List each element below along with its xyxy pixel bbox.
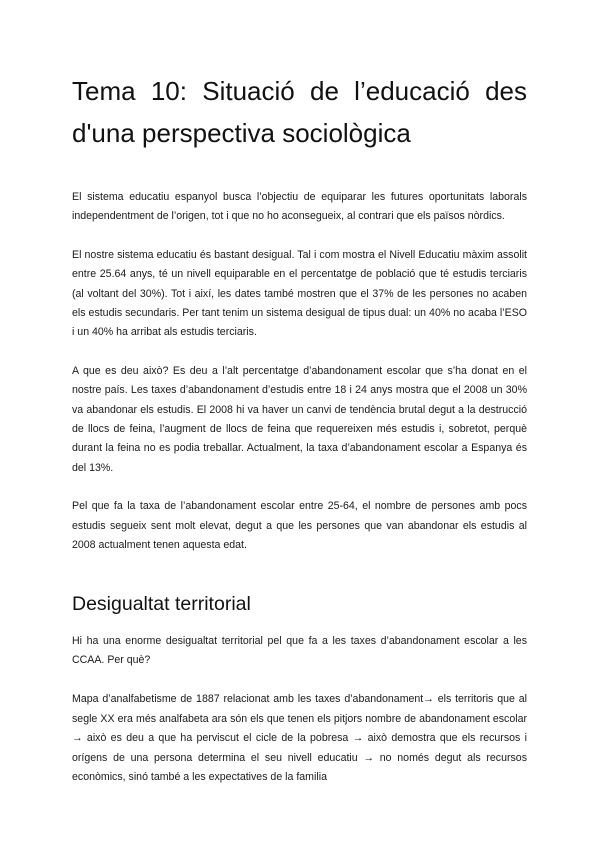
paragraph-territorial-question: Hi ha una enorme desigualtat territorial pel que fa a les taxes d’abandonament escolar a les CCAA. Per què? xyxy=(72,634,527,666)
document-title: Tema 10: Situació de l’educació des d'una perspectiva sociològica xyxy=(72,76,527,148)
paragraph-intro: El sistema educatiu espanyol busca l’objectiu de equiparar les futures oportunitats laborals independentment de l’origen, tot i que no ho aconsegueix, al contrari que els països nòrdics. xyxy=(72,191,527,223)
section-heading: Desigualtat territorial xyxy=(72,592,251,615)
paragraph-adults: Pel que fa la taxa de l’abandonament escolar entre 25-64, el nombre de persones amb pocs estudis segueix sent molt elevat, degut a que les persones que van abandonar els estudis al 2008 actualment tenen aquesta edat. xyxy=(72,500,527,552)
paragraph-inequality: El nostre sistema educatiu és bastant desigual. Tal i com mostra el Nivell Educatiu màxim assolit entre 25.64 anys, té un nivell equiparable en el percentatge de població que té estudis terciaris (al voltant del 30%). Tot i així, les dates també mostren que el 37% de les persones no acaben els estudis secundaris. Per tant tenim un sistema desigual de tipus dual: un 40% no acaba l’ESO i un 40% ha arribat als estudis terciaris. xyxy=(72,248,527,339)
paragraph-dropout: A que es deu això? Es deu a l’alt percentatge d’abandonament escolar que s’ha donat en el nostre país. Les taxes d’abandonament d’estudis entre 18 i 24 anys mostra que el 2008 un 30% va abandonar els estudis. El 2008 hi va haver un canvi de tendència brutal degut a la destrucció de llocs de feina, l’augment de llocs de feina que requereixen més estudis i, sobretot, perquè durant la feina no es podia treballar. Actualment, la taxa d’abandonament escolar a Espanya és del 13%. xyxy=(72,364,527,474)
document-page xyxy=(72,70,527,787)
paragraph-illiteracy-map: Mapa d’analfabetisme de 1887 relacionat amb les taxes d’abandonament→ els territoris que al segle XX era més analfabeta ara són els que tenen els pitjors nombre de abandonament escolar → això es deu a que ha perviscut el cicle de la pobresa → això demostra que els recursos i orígens de una persona determina el seu nivell educatiu → no només degut als recursos econòmics, sinó també a les expectatives de la familia xyxy=(72,693,527,783)
